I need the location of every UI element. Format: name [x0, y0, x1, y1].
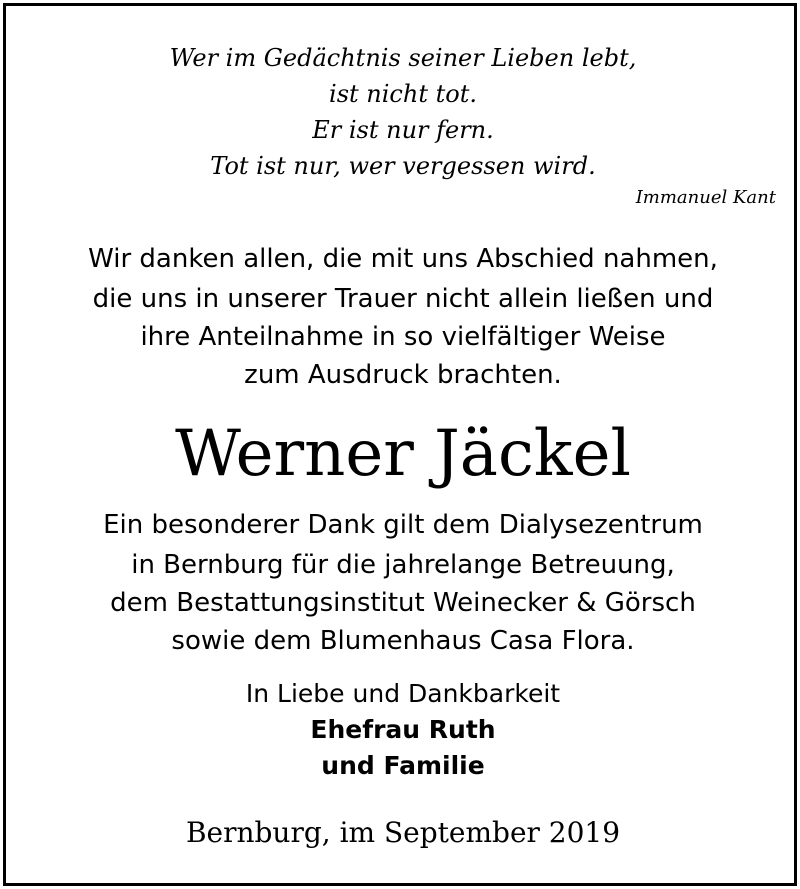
special-thanks-line-1: Ein besonderer Dank gilt dem Dialysezentrum	[103, 510, 703, 540]
quote-line-2: ist nicht tot.	[329, 80, 477, 108]
quote-line-4: Tot ist nur, wer vergessen wird.	[210, 152, 596, 180]
special-thanks-line-3: dem Bestattungsinstitut Weinecker & Görsch	[110, 588, 696, 618]
special-thanks-line-2: in Bernburg für die jahrelange Betreuung,	[131, 550, 675, 580]
quote-line-3: Er ist nur fern.	[312, 116, 494, 144]
thanks-line-4: zum Ausdruck brachten.	[244, 360, 562, 390]
place-date: Bernburg, im September 2019	[185, 816, 621, 849]
thanks-line-2: die uns in unserer Trauer nicht allein ließen und	[92, 284, 714, 314]
quote-author: Immanuel Kant	[635, 187, 776, 208]
deceased-name: Werner Jäckel	[175, 417, 631, 491]
signatory-line-2: und Familie	[321, 751, 485, 780]
special-thanks-line-4: sowie dem Blumenhaus Casa Flora.	[171, 626, 635, 656]
thanks-line-3: ihre Anteilnahme in so vielfältiger Weise	[140, 322, 666, 352]
quote-line-1: Wer im Gedächtnis seiner Lieben lebt,	[169, 44, 637, 72]
thanks-line-1: Wir danken allen, die mit uns Abschied nahmen,	[88, 244, 718, 274]
obituary-card	[3, 3, 797, 886]
closing-phrase: In Liebe und Dankbarkeit	[245, 679, 561, 708]
signatory-line-1: Ehefrau Ruth	[310, 715, 496, 744]
